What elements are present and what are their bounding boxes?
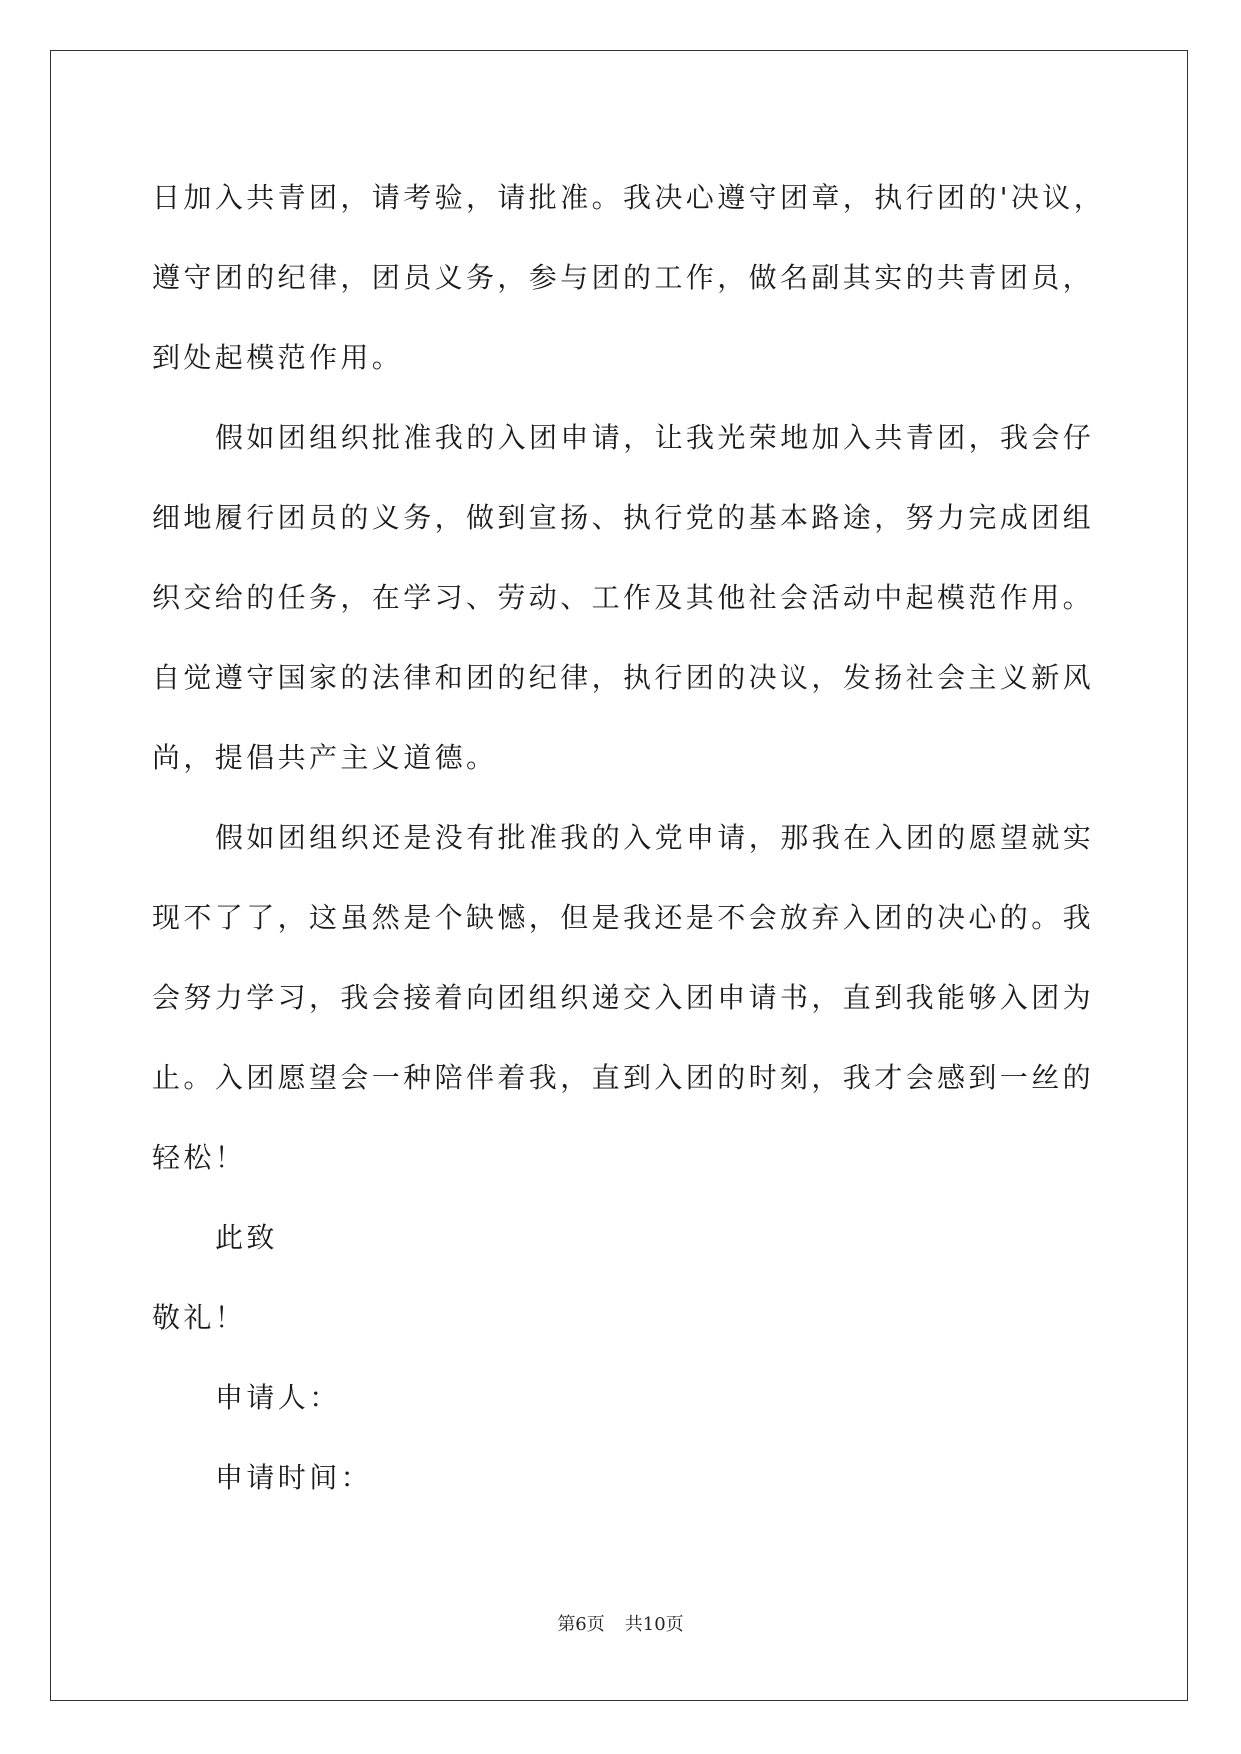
text-line: 到处起模范作用。 xyxy=(152,341,404,374)
applicant-label: 申请人： xyxy=(215,1381,341,1414)
text-line: 遵守团的纪律，团员义务，参与团的工作，做名副其实的共青团员， xyxy=(152,261,1095,294)
text-line: 轻松！ xyxy=(152,1141,247,1174)
text-line: 假如团组织批准我的入团申请，让我光荣地加入共青团，我会仔 xyxy=(215,421,1095,454)
document-body xyxy=(152,158,1106,1518)
text-line: 日加入共青团，请考验，请批准。我决心遵守团章，执行团的'决议， xyxy=(152,181,1106,214)
text-line: 止。入团愿望会一种陪伴着我，直到入团的时刻，我才会感到一丝的 xyxy=(152,1061,1095,1094)
text-line: 会努力学习，我会接着向团组织递交入团申请书，直到我能够入团为 xyxy=(152,981,1095,1014)
text-line: 假如团组织还是没有批准我的入党申请，那我在入团的愿望就实 xyxy=(215,821,1095,854)
page-footer xyxy=(0,1610,1241,1636)
text-line: 尚，提倡共产主义道德。 xyxy=(152,741,498,774)
text-line: 细地履行团员的义务，做到宣扬、执行党的基本路途，努力完成团组 xyxy=(152,501,1095,534)
application-date-label: 申请时间： xyxy=(215,1461,373,1494)
closing-salutation: 此致 xyxy=(215,1221,278,1254)
page-number: 第6页 xyxy=(557,1614,605,1635)
closing-regards: 敬礼！ xyxy=(152,1301,247,1334)
text-line: 自觉遵守国家的法律和团的纪律，执行团的决议，发扬社会主义新风 xyxy=(152,661,1095,694)
page-total: 共10页 xyxy=(624,1614,684,1635)
text-line: 织交给的任务，在学习、劳动、工作及其他社会活动中起模范作用。 xyxy=(152,581,1095,614)
text-line: 现不了了，这虽然是个缺憾，但是我还是不会放弃入团的决心的。我 xyxy=(152,901,1095,934)
